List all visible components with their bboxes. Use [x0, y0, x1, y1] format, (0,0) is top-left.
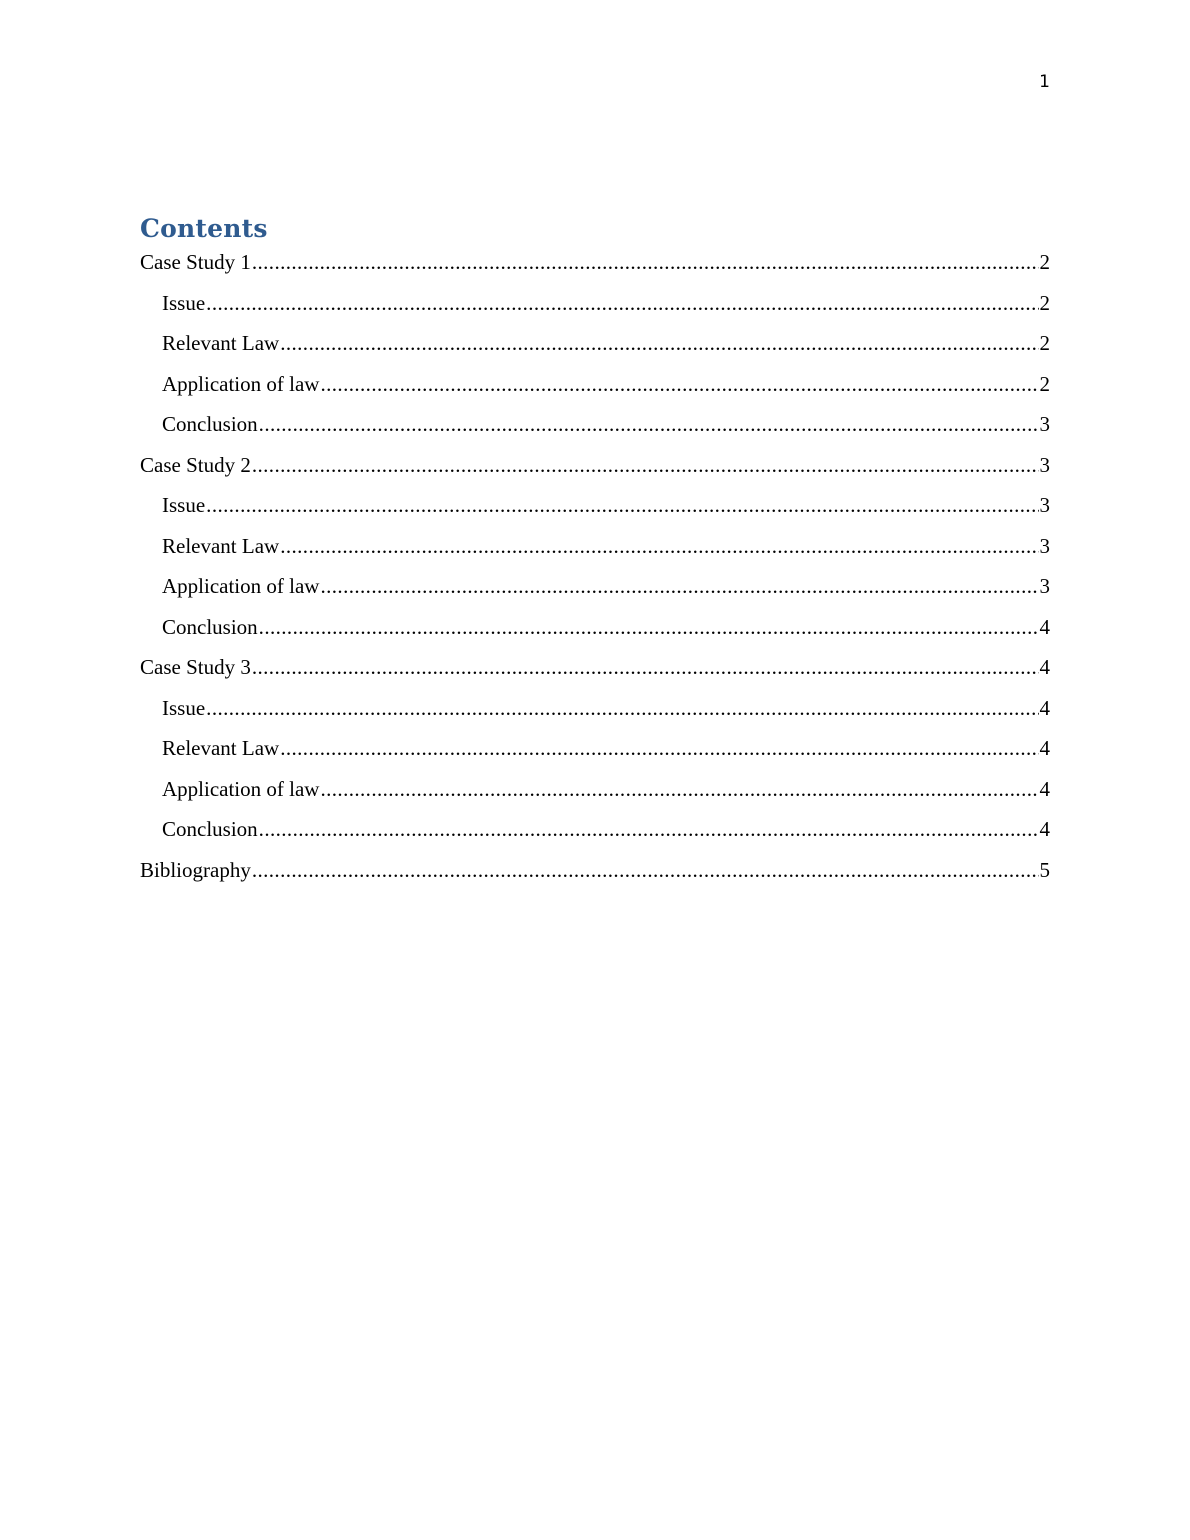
toc-entry-conclusion-3[interactable]: [140, 817, 1050, 858]
dot-leader: [206, 696, 1038, 720]
dot-leader: [252, 453, 1039, 477]
toc-entry-label: Conclusion: [162, 817, 258, 841]
toc-entry-label: Application of law: [162, 574, 320, 598]
toc-entry-page: 4: [1039, 614, 1050, 639]
toc-entry-page: 3: [1039, 412, 1050, 436]
dot-leader: [259, 615, 1039, 639]
dot-leader: [280, 331, 1038, 355]
toc-entry-page: 3: [1039, 452, 1050, 477]
dot-leader: [259, 817, 1039, 841]
toc-entry-page: 3: [1039, 574, 1050, 598]
toc-entry-case-study-2[interactable]: [140, 453, 1050, 494]
toc-entry-relevant-law-1[interactable]: [140, 331, 1050, 372]
dot-leader: [280, 534, 1038, 558]
dot-leader: [320, 372, 1038, 396]
dot-leader: [280, 736, 1038, 760]
toc-entry-case-study-3[interactable]: [140, 655, 1050, 696]
toc-entry-label: Case Study 3: [140, 655, 251, 679]
toc-entry-page: 4: [1039, 736, 1050, 760]
dot-leader: [252, 858, 1039, 882]
toc-entry-label: Issue: [162, 290, 206, 315]
toc-entry-issue-2[interactable]: [140, 493, 1050, 534]
toc-entry-bibliography[interactable]: [140, 858, 1050, 899]
toc-entry-conclusion-2[interactable]: [140, 615, 1050, 656]
toc-entry-page: 2: [1039, 290, 1050, 315]
toc-entry-relevant-law-2[interactable]: [140, 534, 1050, 575]
toc-entry-page: 4: [1039, 695, 1050, 720]
dot-leader: [259, 412, 1039, 436]
toc-entry-label: Relevant Law: [162, 533, 280, 558]
dot-leader: [252, 250, 1039, 274]
toc-entry-page: 4: [1039, 655, 1050, 679]
toc-entry-page: 3: [1039, 493, 1050, 517]
toc-entry-application-of-law-1[interactable]: [140, 372, 1050, 413]
toc-entry-page: 5: [1039, 857, 1050, 882]
table-of-contents: [140, 212, 1050, 898]
dot-leader: [206, 291, 1038, 315]
toc-entry-application-of-law-3[interactable]: [140, 777, 1050, 818]
page-number: 1: [1039, 72, 1050, 92]
toc-entry-page: 4: [1039, 817, 1050, 841]
toc-entry-label: Application of law: [162, 776, 320, 801]
toc-entry-label: Relevant Law: [162, 736, 280, 760]
toc-entry-page: 3: [1039, 533, 1050, 558]
dot-leader: [320, 574, 1038, 598]
toc-entry-conclusion-1[interactable]: [140, 412, 1050, 453]
toc-entry-label: Issue: [162, 695, 206, 720]
toc-entry-label: Application of law: [162, 371, 320, 396]
toc-entry-page: 2: [1039, 371, 1050, 396]
dot-leader: [252, 655, 1039, 679]
toc-entry-page: 2: [1039, 250, 1050, 274]
toc-entry-page: 4: [1039, 776, 1050, 801]
toc-entry-label: Conclusion: [162, 614, 258, 639]
toc-entry-page: 2: [1039, 331, 1050, 355]
toc-entry-label: Case Study 2: [140, 452, 251, 477]
toc-entry-label: Conclusion: [162, 412, 258, 436]
toc-list: [140, 250, 1050, 898]
toc-entry-case-study-1[interactable]: [140, 250, 1050, 291]
toc-entry-label: Issue: [162, 493, 206, 517]
toc-entry-application-of-law-2[interactable]: [140, 574, 1050, 615]
toc-title: Contents: [140, 214, 268, 243]
toc-entry-label: Bibliography: [140, 857, 251, 882]
toc-entry-issue-3[interactable]: [140, 696, 1050, 737]
toc-entry-issue-1[interactable]: [140, 291, 1050, 332]
toc-entry-label: Relevant Law: [162, 331, 280, 355]
toc-entry-label: Case Study 1: [140, 250, 251, 274]
dot-leader: [206, 493, 1038, 517]
dot-leader: [320, 777, 1038, 801]
toc-entry-relevant-law-3[interactable]: [140, 736, 1050, 777]
